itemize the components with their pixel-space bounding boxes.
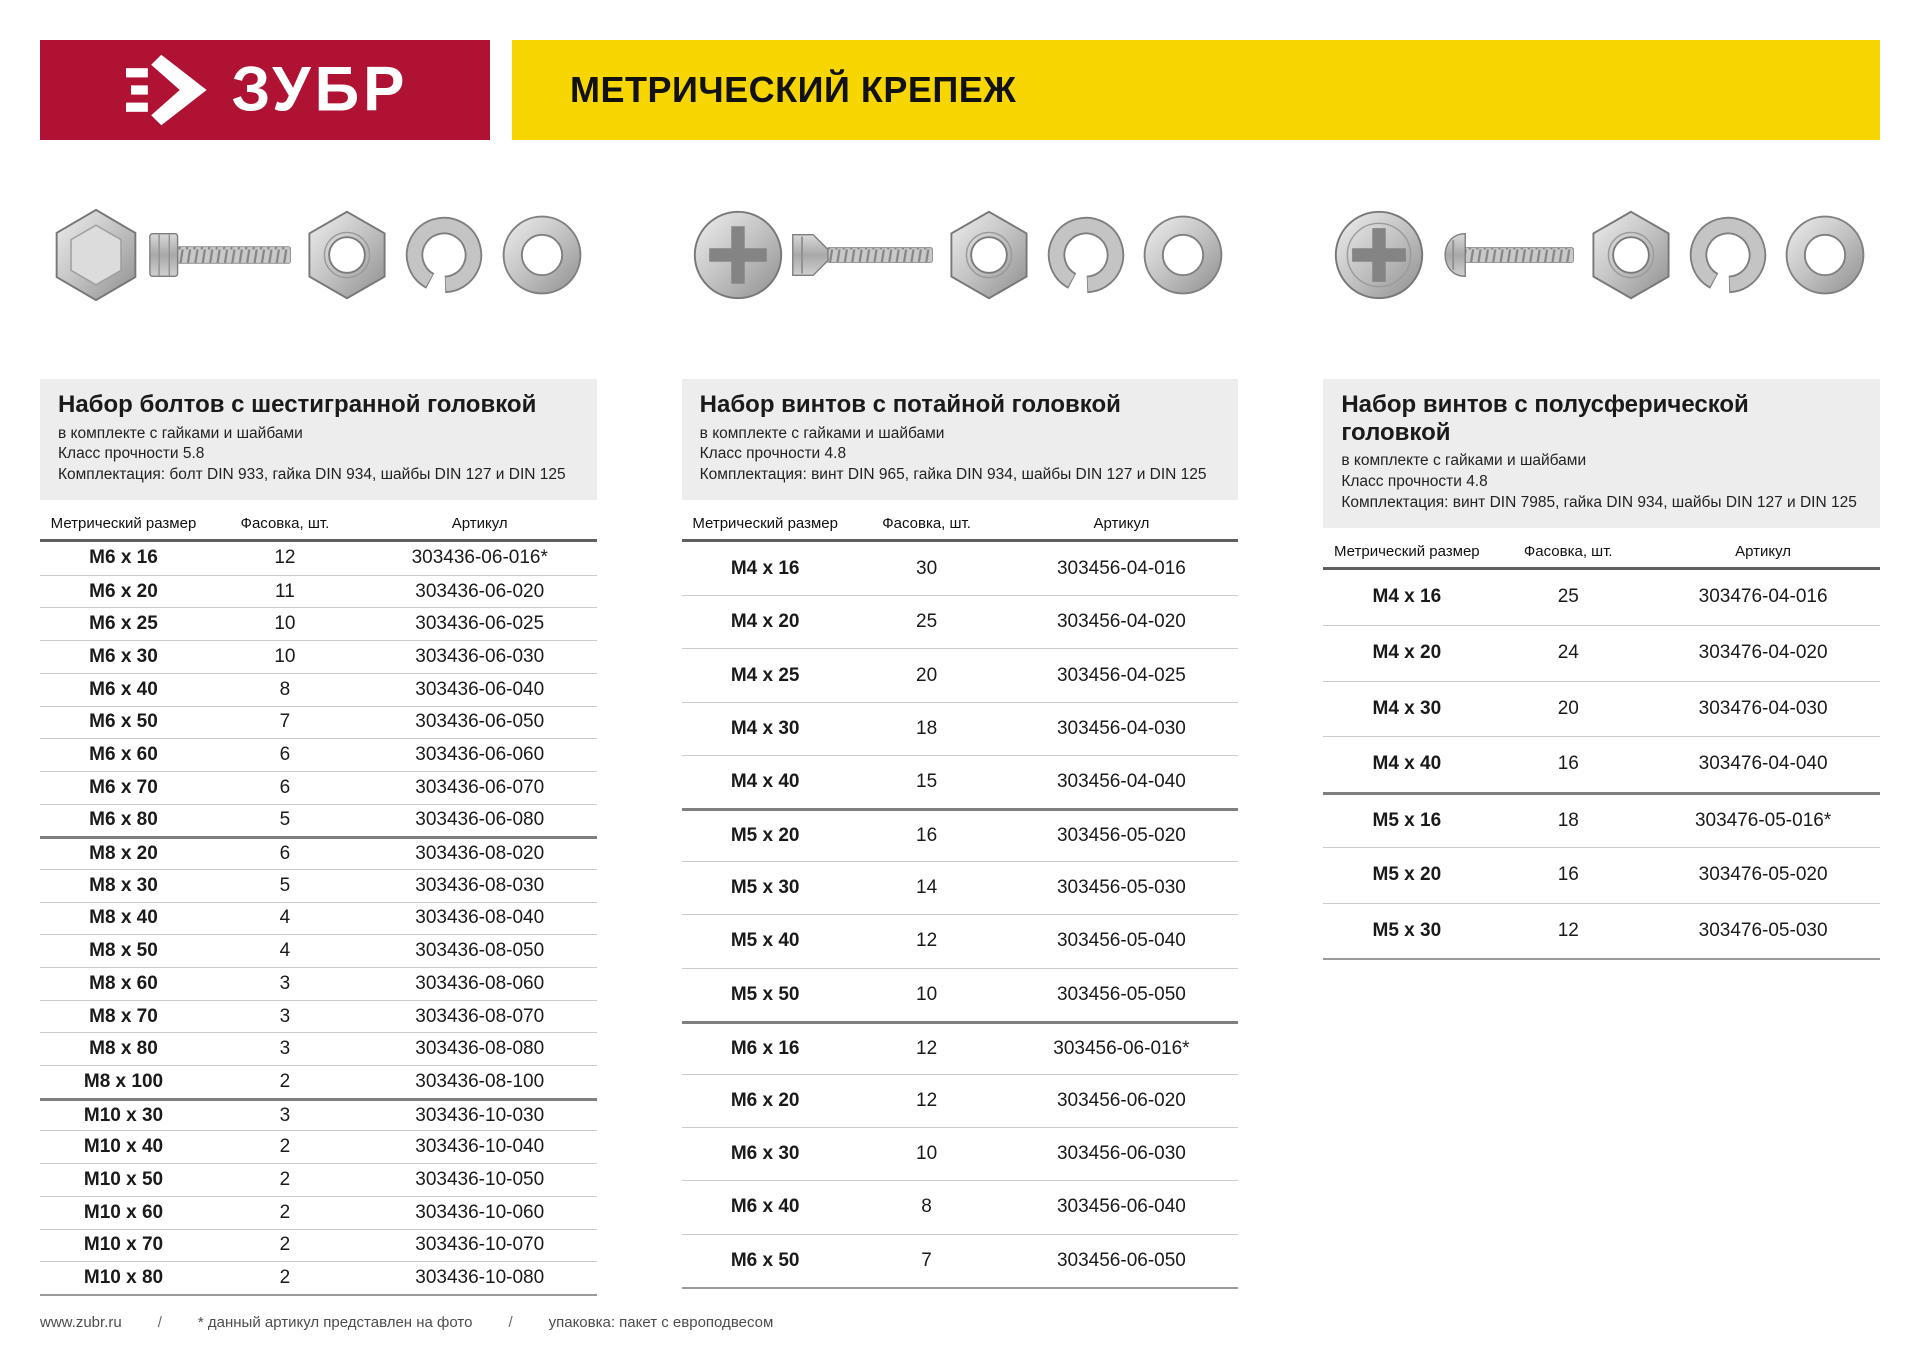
size-cell: M4 x 40: [730, 770, 800, 792]
fasteners-table: [40, 508, 597, 1296]
article-cell: 303436-08-020: [415, 843, 545, 865]
qty-cell: 6: [279, 744, 291, 766]
product-column-countersunk-screws: [682, 192, 1239, 1296]
article-cell: 303456-05-030: [1056, 877, 1186, 899]
col-header-size: Метрический размер: [1334, 542, 1480, 560]
qty-cell: 16: [1557, 753, 1579, 775]
page-footer: [40, 1296, 1880, 1331]
product-column-hex-bolts: [40, 192, 597, 1296]
product-contents: Комплектация: винт DIN 7985, гайка DIN 934, шайбы DIN 127 и DIN 125: [1341, 493, 1857, 511]
footer-separator: /: [157, 1313, 162, 1331]
size-cell: M6 x 30: [89, 645, 158, 667]
qty-cell: 10: [274, 613, 296, 635]
size-cell: M10 x 40: [83, 1136, 164, 1158]
category-banner: [512, 40, 1880, 140]
table-row: [40, 836, 597, 869]
table-row: [40, 902, 597, 935]
hex-bolt-side-photo-icon: [148, 208, 296, 302]
size-cell: M6 x 40: [730, 1196, 800, 1218]
table-row: [40, 1000, 597, 1033]
qty-cell: 16: [1557, 864, 1579, 886]
article-cell: 303436-10-040: [415, 1136, 545, 1158]
table-row: [682, 702, 1239, 755]
qty-cell: 16: [916, 825, 938, 847]
article-cell: 303476-05-016*: [1694, 809, 1832, 831]
article-cell: 303436-08-030: [415, 874, 545, 896]
article-cell: 303456-05-020: [1056, 825, 1186, 847]
table-row: [40, 640, 597, 673]
table-row: [682, 1074, 1239, 1127]
table-row: [40, 869, 597, 902]
table-row: [682, 542, 1239, 595]
qty-cell: 3: [279, 1038, 291, 1060]
table-row: [40, 607, 597, 640]
product-subtitle: в комплекте с гайками и шайбами: [699, 424, 945, 442]
product-photos: [1323, 192, 1880, 317]
table-row: [40, 542, 597, 575]
article-cell: 303476-05-030: [1698, 919, 1828, 941]
size-cell: M6 x 20: [730, 1090, 800, 1112]
size-cell: M4 x 16: [730, 557, 800, 579]
size-cell: M10 x 50: [83, 1168, 164, 1190]
qty-cell: 25: [916, 611, 938, 633]
qty-cell: 2: [279, 1201, 291, 1223]
size-cell: M6 x 20: [89, 580, 158, 602]
article-cell: 303436-10-050: [415, 1168, 545, 1190]
size-cell: M4 x 16: [1372, 586, 1442, 608]
col-header-article: Артикул: [1093, 515, 1150, 533]
qty-cell: 10: [916, 983, 938, 1005]
size-cell: M6 x 16: [89, 547, 158, 569]
product-header: [40, 379, 597, 500]
product-column-pan-head-screws: [1323, 192, 1880, 1296]
qty-cell: 18: [916, 717, 938, 739]
size-cell: M4 x 20: [730, 611, 800, 633]
zubr-logo-icon: [122, 48, 214, 132]
size-cell: M6 x 40: [89, 678, 158, 700]
qty-cell: 12: [1557, 919, 1579, 941]
qty-cell: 30: [916, 557, 938, 579]
hex-bolt-head-photo-icon: [46, 207, 146, 303]
page-header: [40, 40, 1880, 140]
qty-cell: 15: [916, 770, 938, 792]
table-row: [40, 934, 597, 967]
table-row: [40, 575, 597, 608]
product-title: Набор винтов с потайной головкой: [699, 391, 1121, 418]
article-cell: 303456-04-016: [1056, 557, 1186, 579]
qty-cell: 4: [279, 940, 291, 962]
fasteners-table: [1323, 536, 1880, 961]
article-cell: 303436-06-070: [415, 776, 545, 798]
qty-cell: 6: [279, 843, 291, 865]
size-cell: M4 x 20: [1372, 642, 1442, 664]
qty-cell: 4: [279, 907, 291, 929]
table-row: [1323, 681, 1880, 737]
article-cell: 303436-08-040: [415, 907, 545, 929]
qty-cell: 6: [279, 776, 291, 798]
table-row: [682, 914, 1239, 967]
table-row: [40, 1032, 597, 1065]
qty-cell: 14: [916, 877, 938, 899]
table-header-row: [1323, 536, 1880, 570]
photo-article-note: * данный артикул представлен на фото: [197, 1313, 473, 1331]
table-body: [682, 542, 1239, 1289]
qty-cell: 12: [916, 930, 938, 952]
article-cell: 303436-06-050: [415, 711, 545, 733]
article-cell: 303436-06-016*: [411, 547, 548, 569]
qty-cell: 12: [274, 547, 296, 569]
fasteners-table: [682, 508, 1239, 1289]
article-cell: 303436-06-060: [415, 744, 545, 766]
qty-cell: 3: [279, 1104, 291, 1126]
spring-washer-photo-icon: [1040, 209, 1132, 301]
size-cell: M5 x 50: [730, 983, 800, 1005]
product-subtitle: в комплекте с гайками и шайбами: [1341, 452, 1587, 470]
size-cell: M8 x 100: [83, 1070, 164, 1092]
table-row: [40, 1130, 597, 1163]
spring-washer-photo-icon: [398, 209, 490, 301]
countersunk-screw-side-photo-icon: [790, 208, 938, 302]
article-cell: 303456-06-040: [1056, 1196, 1186, 1218]
size-cell: M6 x 80: [89, 809, 158, 831]
size-cell: M4 x 40: [1372, 753, 1442, 775]
table-row: [1323, 736, 1880, 792]
article-cell: 303436-08-080: [415, 1038, 545, 1060]
size-cell: M10 x 70: [83, 1234, 164, 1256]
qty-cell: 2: [279, 1168, 291, 1190]
article-cell: 303456-06-030: [1056, 1143, 1186, 1165]
size-cell: M6 x 50: [89, 711, 158, 733]
qty-cell: 12: [916, 1090, 938, 1112]
brand-name: ЗУБР: [231, 54, 409, 125]
article-cell: 303456-04-020: [1056, 611, 1186, 633]
qty-cell: 2: [279, 1267, 291, 1289]
article-cell: 303436-08-100: [415, 1070, 545, 1092]
size-cell: M8 x 20: [89, 843, 158, 865]
col-header-qty: Фасовка, шт.: [882, 515, 971, 533]
size-cell: M10 x 30: [83, 1104, 164, 1126]
table-row: [682, 861, 1239, 914]
qty-cell: 5: [279, 809, 291, 831]
size-cell: M4 x 30: [730, 717, 800, 739]
size-cell: M6 x 70: [89, 776, 158, 798]
qty-cell: 12: [916, 1037, 938, 1059]
size-cell: M8 x 70: [89, 1005, 158, 1027]
product-photos: [40, 192, 597, 317]
table-row: [40, 1163, 597, 1196]
article-cell: 303456-06-016*: [1053, 1037, 1190, 1059]
table-row: [682, 1180, 1239, 1233]
article-cell: 303476-04-020: [1698, 642, 1828, 664]
article-cell: 303476-04-030: [1698, 697, 1828, 719]
table-row: [40, 1065, 597, 1098]
table-row: [682, 808, 1239, 861]
table-header-row: [682, 508, 1239, 542]
product-title: Набор болтов с шестигранной головкой: [58, 391, 537, 418]
article-cell: 303436-10-030: [415, 1104, 545, 1126]
qty-cell: 20: [1557, 697, 1579, 719]
table-row: [40, 967, 597, 1000]
size-cell: M5 x 30: [730, 877, 800, 899]
table-row: [682, 595, 1239, 648]
product-strength-class: Класс прочности 4.8: [699, 445, 847, 463]
size-cell: M10 x 80: [83, 1267, 164, 1289]
site-url: www.zubr.ru: [40, 1313, 122, 1331]
product-contents: Комплектация: винт DIN 965, гайка DIN 934, шайбы DIN 127 и DIN 125: [699, 466, 1207, 484]
article-cell: 303436-08-070: [415, 1005, 545, 1027]
size-cell: M8 x 60: [89, 972, 158, 994]
table-row: [1323, 847, 1880, 903]
size-cell: M8 x 50: [89, 940, 158, 962]
product-title: Набор винтов с полусферической головкой: [1341, 391, 1749, 446]
size-cell: M4 x 25: [730, 664, 800, 686]
qty-cell: 2: [279, 1234, 291, 1256]
table-row: [40, 738, 597, 771]
qty-cell: 3: [279, 972, 291, 994]
table-row: [1323, 625, 1880, 681]
table-row: [1323, 903, 1880, 959]
article-cell: 303476-05-020: [1698, 864, 1828, 886]
size-cell: M5 x 40: [730, 930, 800, 952]
article-cell: 303436-06-080: [415, 809, 545, 831]
pan-head-screw-side-photo-icon: [1431, 208, 1579, 302]
product-header: [1323, 379, 1880, 528]
qty-cell: 20: [916, 664, 938, 686]
article-cell: 303436-06-020: [415, 580, 545, 602]
product-contents: Комплектация: болт DIN 933, гайка DIN 934, шайбы DIN 127 и DIN 125: [58, 466, 566, 484]
article-cell: 303456-06-050: [1056, 1249, 1186, 1271]
table-row: [682, 968, 1239, 1021]
qty-cell: 24: [1557, 642, 1579, 664]
article-cell: 303436-10-080: [415, 1267, 545, 1289]
size-cell: M8 x 40: [89, 907, 158, 929]
qty-cell: 3: [279, 1005, 291, 1027]
article-cell: 303476-04-016: [1698, 586, 1828, 608]
size-cell: M6 x 25: [89, 613, 158, 635]
size-cell: M6 x 30: [730, 1143, 800, 1165]
article-cell: 303456-05-040: [1056, 930, 1186, 952]
product-strength-class: Класс прочности 5.8: [58, 445, 205, 463]
table-body: [40, 542, 597, 1296]
table-header-row: [40, 508, 597, 542]
table-row: [1323, 792, 1880, 848]
product-subtitle: в комплекте с гайками и шайбами: [58, 424, 303, 442]
hex-nut-photo-icon: [940, 208, 1038, 302]
article-cell: 303456-06-020: [1056, 1090, 1186, 1112]
product-photos: [682, 192, 1239, 317]
qty-cell: 7: [921, 1249, 932, 1271]
col-header-article: Артикул: [1735, 542, 1792, 560]
qty-cell: 18: [1557, 809, 1579, 831]
article-cell: 303436-06-030: [415, 645, 545, 667]
table-row: [40, 1261, 597, 1294]
qty-cell: 8: [279, 678, 291, 700]
brand-logo-block: [40, 40, 490, 140]
qty-cell: 11: [275, 580, 295, 602]
table-row: [682, 755, 1239, 808]
size-cell: M5 x 16: [1372, 809, 1442, 831]
size-cell: M5 x 30: [1372, 919, 1442, 941]
table-row: [682, 648, 1239, 701]
table-row: [40, 706, 597, 739]
article-cell: 303456-04-040: [1056, 770, 1186, 792]
table-body: [1323, 570, 1880, 961]
product-columns: [40, 192, 1880, 1296]
category-title: МЕТРИЧЕСКИЙ КРЕПЕЖ: [570, 69, 1017, 110]
article-cell: 303436-08-060: [415, 972, 545, 994]
article-cell: 303476-04-040: [1698, 753, 1828, 775]
table-row: [682, 1021, 1239, 1074]
size-cell: M10 x 60: [83, 1201, 164, 1223]
qty-cell: 25: [1557, 586, 1579, 608]
table-row: [40, 673, 597, 706]
article-cell: 303456-04-030: [1056, 717, 1186, 739]
flat-washer-photo-icon: [1776, 207, 1874, 303]
qty-cell: 10: [274, 645, 296, 667]
size-cell: M6 x 60: [89, 744, 158, 766]
size-cell: M8 x 30: [89, 874, 158, 896]
table-row: [40, 1229, 597, 1262]
qty-cell: 5: [279, 874, 291, 896]
qty-cell: 10: [916, 1143, 938, 1165]
table-row: [40, 804, 597, 837]
col-header-qty: Фасовка, шт.: [1523, 542, 1613, 560]
article-cell: 303436-06-025: [415, 613, 545, 635]
packaging-note: упаковка: пакет с европодвесом: [548, 1313, 774, 1331]
size-cell: M5 x 20: [730, 825, 800, 847]
article-cell: 303436-10-060: [415, 1201, 545, 1223]
col-header-article: Артикул: [451, 515, 508, 533]
col-header-size: Метрический размер: [50, 515, 197, 533]
spring-washer-photo-icon: [1682, 209, 1774, 301]
col-header-size: Метрический размер: [692, 515, 838, 533]
size-cell: M6 x 50: [730, 1249, 800, 1271]
qty-cell: 2: [279, 1136, 291, 1158]
size-cell: M8 x 80: [89, 1038, 158, 1060]
size-cell: M5 x 20: [1372, 864, 1442, 886]
flat-washer-photo-icon: [493, 207, 591, 303]
article-cell: 303456-05-050: [1056, 983, 1186, 1005]
hex-nut-photo-icon: [1582, 208, 1680, 302]
size-cell: M6 x 16: [730, 1037, 800, 1059]
product-header: [682, 379, 1239, 500]
table-row: [40, 1196, 597, 1229]
countersunk-screw-top-photo-icon: [688, 207, 788, 303]
flat-washer-photo-icon: [1134, 207, 1232, 303]
pan-head-screw-top-photo-icon: [1329, 207, 1429, 303]
table-row: [40, 1098, 597, 1131]
article-cell: 303456-04-025: [1056, 664, 1186, 686]
hex-nut-photo-icon: [298, 208, 396, 302]
table-row: [682, 1127, 1239, 1180]
article-cell: 303436-08-050: [415, 940, 545, 962]
table-row: [1323, 570, 1880, 626]
article-cell: 303436-10-070: [415, 1234, 545, 1256]
qty-cell: 7: [279, 711, 291, 733]
col-header-qty: Фасовка, шт.: [240, 515, 330, 533]
article-cell: 303436-06-040: [415, 678, 545, 700]
size-cell: M4 x 30: [1372, 697, 1442, 719]
product-strength-class: Класс прочности 4.8: [1341, 473, 1488, 491]
table-row: [40, 771, 597, 804]
qty-cell: 8: [921, 1196, 932, 1218]
qty-cell: 2: [279, 1070, 291, 1092]
table-row: [682, 1234, 1239, 1287]
footer-separator: /: [508, 1313, 513, 1331]
